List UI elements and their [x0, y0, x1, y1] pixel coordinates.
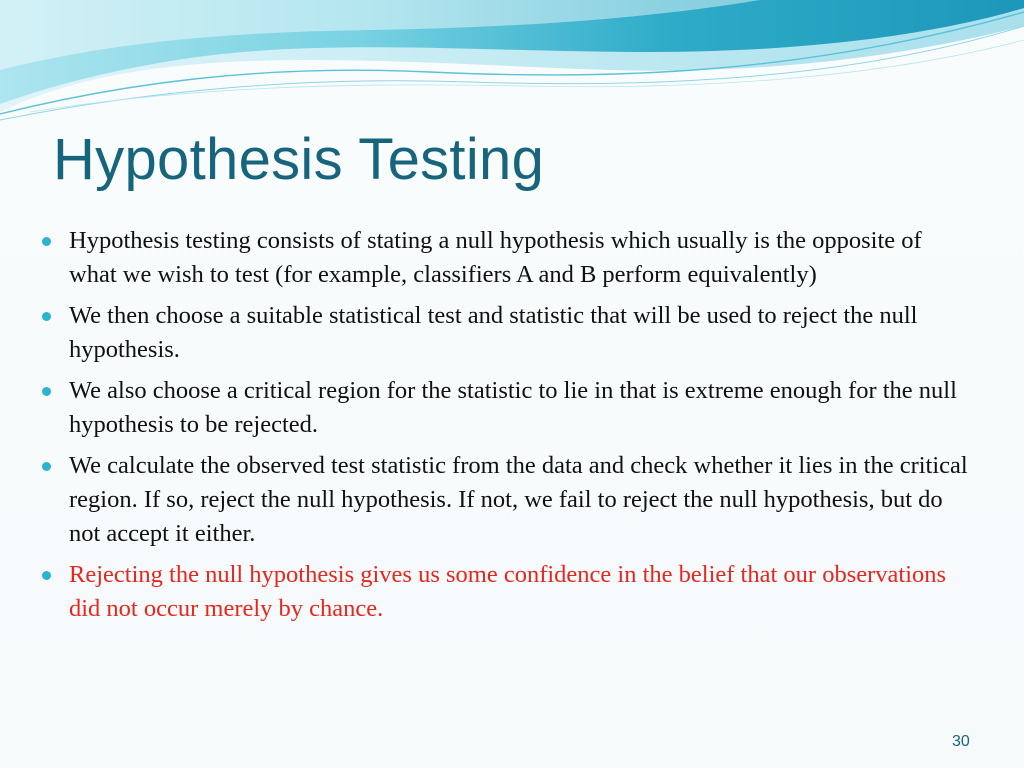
bullet-item-observed-statistic — [40, 449, 970, 551]
bullet-marker-icon — [42, 462, 51, 471]
bullet-item-choose-test — [40, 299, 970, 367]
bullet-text: Hypothesis testing consists of stating a null hypothesis which usually is the opposite of what we wish to test (for example, classifiers A and B perform equivalently) — [69, 227, 922, 288]
bullet-item-null-hypothesis — [40, 224, 970, 292]
bullet-marker-icon — [42, 312, 51, 321]
bullet-marker-icon — [42, 387, 51, 396]
bullet-item-rejecting-null — [40, 558, 970, 626]
page-number: 30 — [952, 733, 970, 750]
bullet-text: Rejecting the null hypothesis gives us some confidence in the belief that our observations did not occur merely by chance. — [69, 561, 947, 622]
bullet-marker-icon — [42, 571, 51, 580]
bullet-text: We then choose a suitable statistical test and statistic that will be used to reject the null hypothesis. — [69, 302, 918, 363]
bullet-item-critical-region — [40, 374, 970, 442]
bullet-text: We also choose a critical region for the statistic to lie in that is extreme enough for the null hypothesis to be rejected. — [69, 377, 957, 438]
slide-title: Hypothesis Testing — [53, 127, 545, 192]
wave-decoration — [0, 0, 1024, 130]
bullet-marker-icon — [42, 237, 51, 246]
bullet-text: We calculate the observed test statistic from the data and check whether it lies in the critical region. If so, reject the null hypothesis. If not, we fail to reject the null hypothesis, but do not accept it either. — [69, 452, 968, 547]
bullet-list — [40, 224, 970, 633]
